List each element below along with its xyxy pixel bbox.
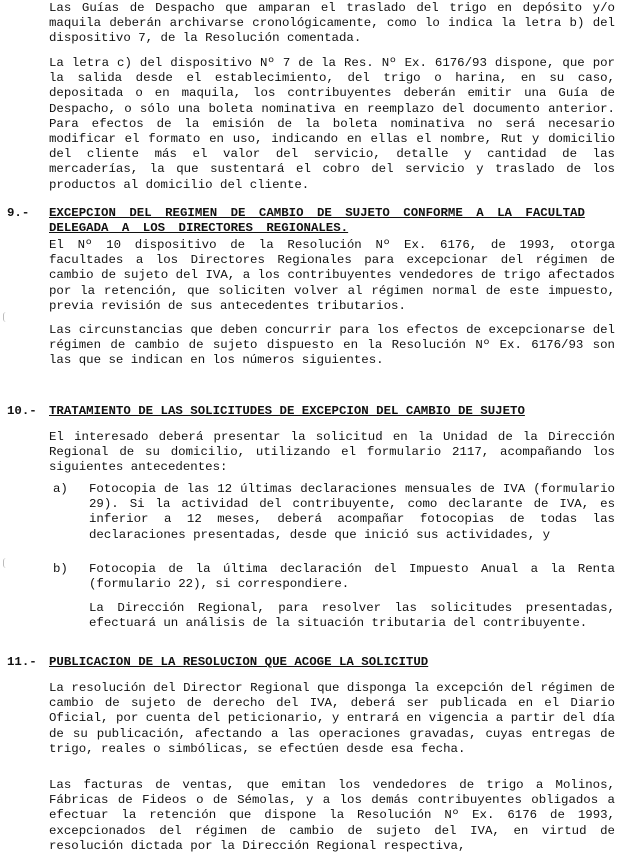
section-11-paragraph-1: La resolución del Director Regional que disponga la excepción del régimen de cambio de sujeto de derecho del IVA, deberá ser publicada en el Diario Oficial, por cuenta del peticionario, y entrará en vigencia a partir del día de su publicación, afectando a las operaciones gravadas, cuyas entregas de trigo, reales o simbólicas, se efectúen desde esa fecha. [49, 681, 615, 756]
section-11-number: 11.- [7, 655, 37, 669]
section-11-paragraph-2: Las facturas de ventas, que emitan los vendedores de trigo a Molinos, Fábricas de Fideos o de Sémolas, y a los demás contribuyentes obligados a efectuar la retención que dispone la Resolución Nº Ex. 6176 de 1993, excepcionados del régimen de cambio de sujeto del IVA, en virtud de resolución dictada por la Dirección Regional respectiva, [49, 778, 615, 853]
section-9-number: 9.- [7, 206, 30, 220]
item-a-label: a) [53, 482, 68, 496]
section-11-heading: PUBLICACION DE LA RESOLUCION QUE ACOGE LA SOLICITUD [49, 655, 429, 669]
item-b-text: Fotocopia de la última declaración del Impuesto Anual a la Renta (formulario 22), si correspondiere. [89, 562, 615, 592]
paragraph-letra-c: La letra c) del dispositivo Nº 7 de la Res. Nº Ex. 6176/93 dispone, que por la salida desde el establecimiento, del trigo o harina, en su caso, depositada o en maquila, los contribuyentes deberán emitir una Guía de Despacho, o sólo una boleta nominativa en reemplazo del documento anterior. Para efectos de la emisión de la boleta nominativa no será necesario modificar el formato en uso, indicando en ellas el nombre, Rut y domicilio del cliente más el valor del servicio, detalle y cantidad de las mercaderías, la que sustentará el cobro del servicio y traslado de los productos al domicilio del cliente. [49, 56, 615, 192]
binding-hole-mark [3, 558, 8, 568]
paragraph-guias-despacho: Las Guías de Despacho que amparan el traslado del trigo en depósito y/o maquila deberán archivarse cronológicamente, como lo indica la letra b) del dispositivo 7, de la Resolución comentada. [49, 1, 615, 46]
section-9-heading: EXCEPCION DEL REGIMEN DE CAMBIO DE SUJETO CONFORME A LA FACULTAD DELEGADA A LOS DIRECTORES REGIONALES. [49, 206, 585, 236]
item-b-label: b) [53, 562, 68, 576]
binding-hole-mark [3, 312, 8, 322]
item-a-text: Fotocopia de las 12 últimas declaraciones mensuales de IVA (formulario 29). Si la actividad del contribuyente, como declarante de IVA, es inferior a 12 meses, deberá acompañar fotocopias de todas las declaraciones presentadas, desde que inició sus actividades, y [89, 482, 615, 542]
section-9-paragraph-2: Las circunstancias que deben concurrir para los efectos de excepcionarse del régimen de cambio de sujeto dispuesto en la Resolución Nº Ex. 6176/93 son las que se indican en los números siguientes. [49, 323, 615, 368]
section-10-paragraph-1: El interesado deberá presentar la solicitud en la Unidad de la Dirección Regional de su domicilio, utilizando el formulario 2117, acompañando los siguientes antecedentes: [49, 430, 615, 475]
section-10-number: 10.- [7, 404, 37, 418]
section-10-heading: TRATAMIENTO DE LAS SOLICITUDES DE EXCEPCION DEL CAMBIO DE SUJETO [49, 404, 525, 418]
section-9-paragraph-1: El Nº 10 dispositivo de la Resolución Nº Ex. 6176, de 1993, otorga facultades a los Directores Regionales para excepcionar del régimen de cambio de sujeto del IVA, a los contribuyentes vendedores de trigo afectados por la retención, que soliciten volver al régimen normal de este impuesto, previa revisión de sus antecedentes tributarios. [49, 238, 615, 313]
paragraph-direccion-regional: La Dirección Regional, para resolver las solicitudes presentadas, efectuará un análisis de la situación tributaria del contribuyente. [89, 601, 615, 631]
